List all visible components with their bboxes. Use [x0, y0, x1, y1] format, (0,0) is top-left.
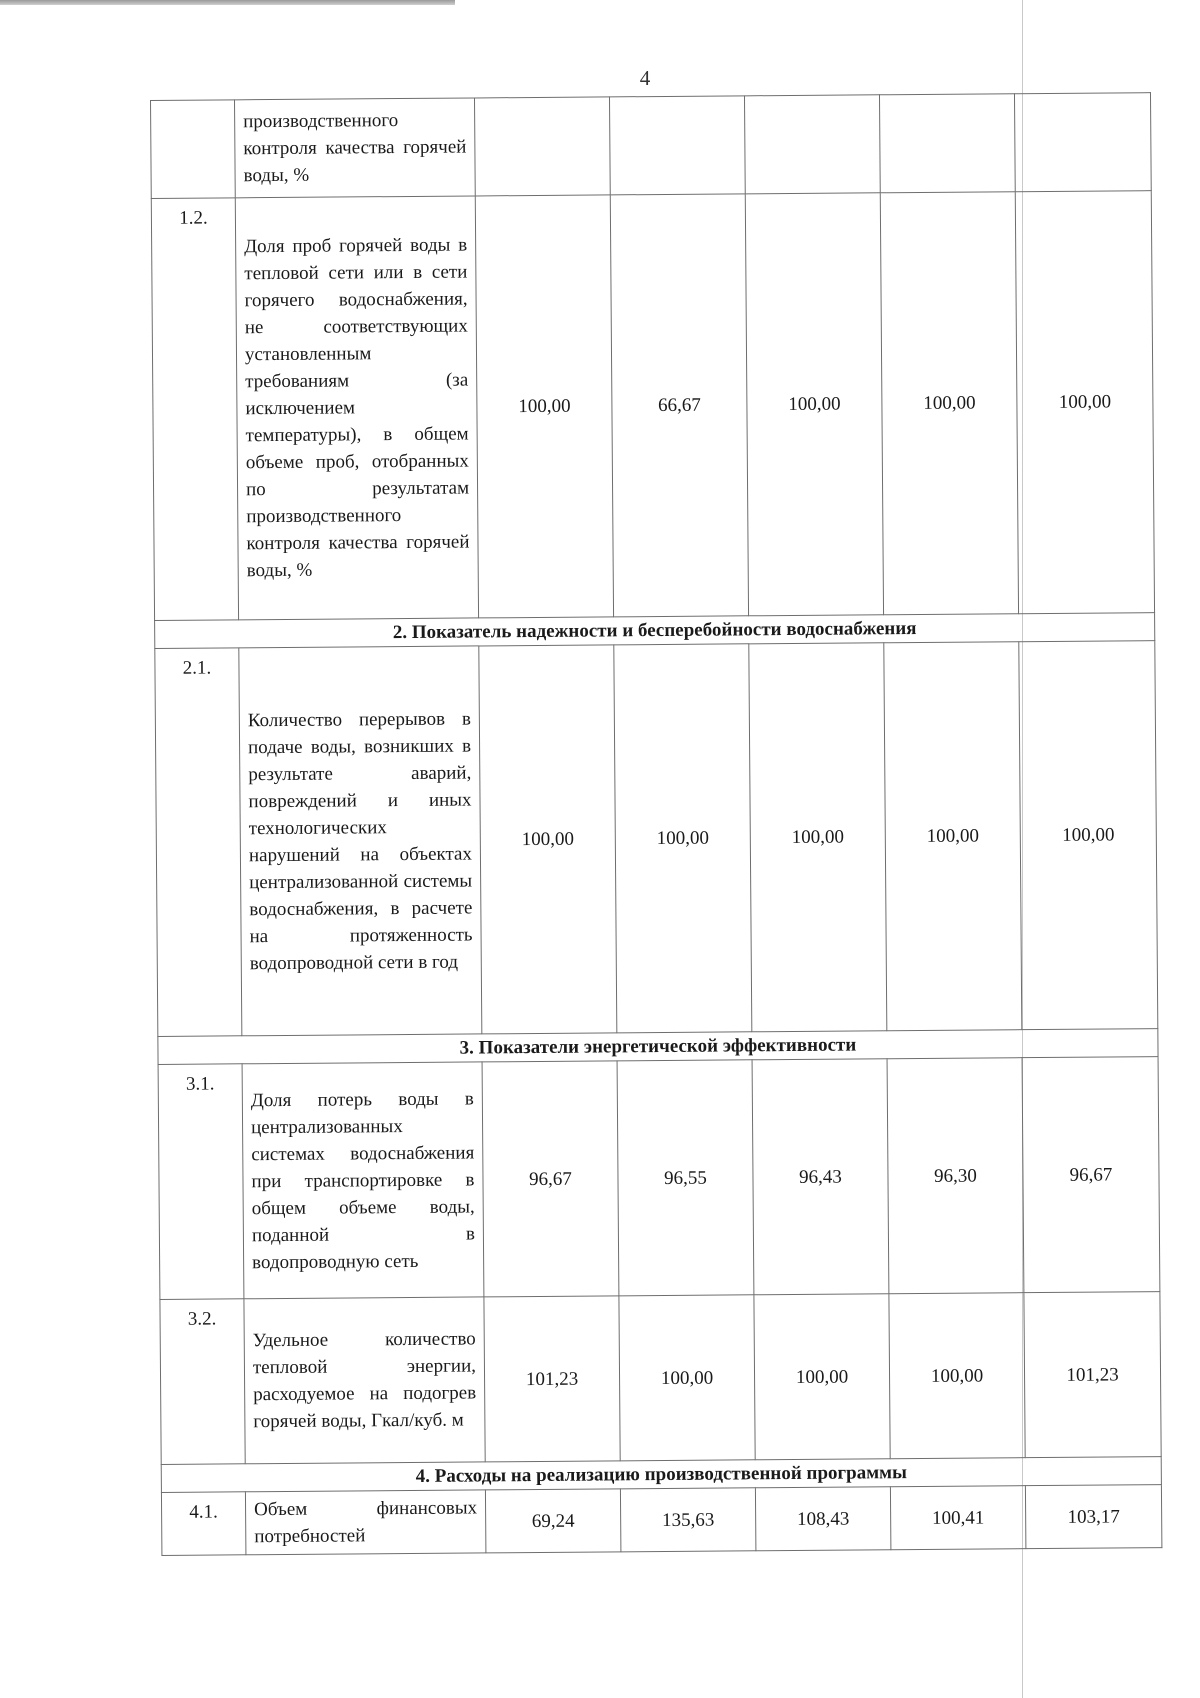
section-title: 2. Показатель надежности и бесперебойности водоснабжения	[155, 613, 1155, 649]
indicator-value: 100,41	[890, 1486, 1025, 1550]
indicator-name: Количество перерывов в подаче воды, возникших в результате аварий, повреждений и иных технологических нарушений на объектах централизованной системы водоснабжения, в расчете на протяженность водопроводной сети в год	[239, 646, 482, 1036]
indicator-value: 103,17	[1025, 1485, 1161, 1549]
indicator-value: 66,67	[610, 194, 748, 617]
indicator-value: 108,43	[755, 1487, 890, 1551]
table-row	[158, 1057, 1160, 1300]
row-number: 1.2.	[151, 198, 238, 621]
indicator-value: 96,30	[887, 1058, 1024, 1294]
table-row	[160, 1292, 1161, 1465]
table-row	[155, 641, 1158, 1037]
indicator-name: Объем финансовых потребностей	[245, 1490, 485, 1555]
indicator-value: 100,00	[614, 644, 752, 1033]
table-row	[151, 93, 1152, 199]
indicator-name: Удельное количество тепловой энергии, расходуемое на подогрев горячей воды, Гкал/куб. м	[244, 1297, 485, 1464]
section-title: 3. Показатели энергетической эффективности	[158, 1029, 1158, 1065]
indicator-value: 101,23	[484, 1296, 620, 1462]
indicator-value: 100,00	[1019, 641, 1158, 1030]
indicator-value: 96,43	[752, 1059, 889, 1295]
indicator-value: 100,00	[880, 192, 1018, 615]
indicator-value	[1014, 93, 1151, 192]
row-number: 3.1.	[158, 1064, 244, 1300]
indicator-value: 100,00	[479, 645, 617, 1034]
indicator-name: производственного контроля качества горячей воды, %	[235, 98, 476, 198]
indicator-value	[744, 95, 880, 194]
indicators-table	[150, 92, 1162, 1556]
indicator-value: 100,00	[475, 195, 613, 618]
row-number: 4.1.	[161, 1492, 245, 1556]
indicator-value	[609, 96, 745, 195]
indicator-value: 100,00	[619, 1295, 755, 1461]
indicator-value: 100,00	[745, 193, 883, 616]
indicator-value: 96,67	[1022, 1057, 1160, 1293]
table-row	[161, 1485, 1161, 1556]
indicator-value: 69,24	[485, 1489, 620, 1553]
indicator-name: Доля проб горячей воды в тепловой сети или в сети горячего водоснабжения, не соответствующих установленным требованиям (за исключением температуры), в общем объеме проб, отобранных по результатам производственного контроля качества горячей воды, %	[235, 196, 478, 620]
indicator-value: 96,55	[617, 1060, 754, 1296]
indicator-value	[474, 97, 610, 196]
indicator-name: Доля потерь воды в централизованных системах водоснабжения при транспортировке в общем объеме воды, поданной в водопроводную сеть	[242, 1062, 484, 1299]
row-number: 2.1.	[155, 648, 242, 1037]
table-row	[151, 191, 1154, 621]
indicator-value: 101,23	[1024, 1292, 1161, 1458]
indicator-value: 96,67	[482, 1061, 619, 1297]
indicator-value: 100,00	[884, 642, 1022, 1031]
indicator-value: 100,00	[889, 1293, 1025, 1459]
indicator-value: 135,63	[620, 1488, 755, 1552]
scan-edge-artifact	[0, 0, 455, 5]
indicator-value	[879, 94, 1015, 193]
row-number	[151, 100, 236, 199]
indicator-value: 100,00	[749, 643, 887, 1032]
section-title: 4. Расходы на реализацию производственной программы	[161, 1457, 1161, 1493]
page-number: 4	[639, 66, 651, 90]
row-number: 3.2.	[160, 1299, 245, 1465]
indicator-value: 100,00	[1015, 191, 1154, 614]
indicator-value: 100,00	[754, 1294, 890, 1460]
